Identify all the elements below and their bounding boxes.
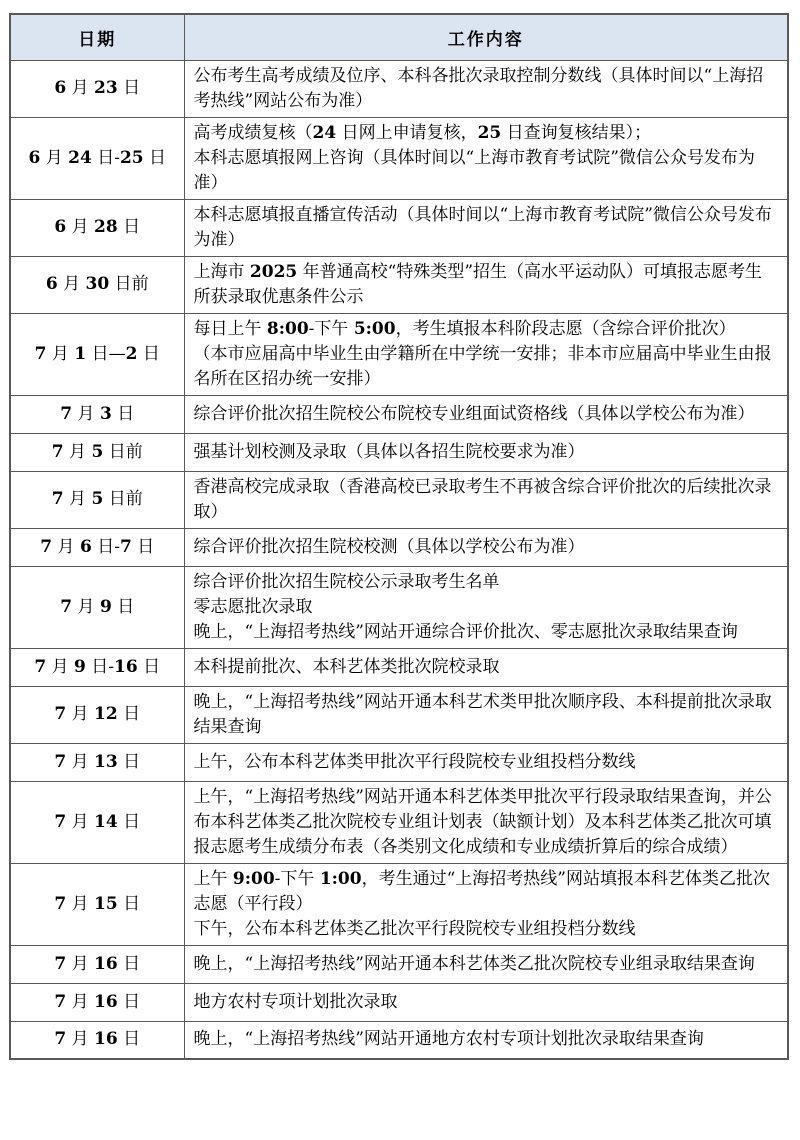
content-cell [184,199,788,256]
table-row [10,395,788,433]
table-row [10,199,788,256]
content-line: 晚上，“上海招考热线”网站开通综合评价批次、零志愿批次录取结果查询 [193,621,738,642]
content-cell [184,528,788,566]
content-line: 本科提前批次、本科艺体类批次院校录取 [193,656,500,677]
table-row [10,945,788,983]
table-row [10,117,788,199]
content-line: 上午 9:00-下午 1:00，考生通过“上海招考热线”网站填报本科艺体类乙批次志愿（平行段） [193,868,770,914]
schedule-table-header [10,14,788,60]
date-cell: 7 月 16 日 [10,983,184,1021]
schedule-table-body [10,60,788,1059]
date-cell: 7 月 5 日前 [10,433,184,471]
date-cell: 7 月 15 日 [10,863,184,945]
table-row [10,983,788,1021]
date-cell: 7 月 13 日 [10,743,184,781]
content-cell [184,566,788,648]
table-row [10,256,788,313]
content-line: 综合评价批次招生院校公布院校专业组面试资格线（具体以学校公布为准） [193,403,755,424]
date-cell: 7 月 9 日-16 日 [10,648,184,686]
table-row [10,471,788,528]
content-line: 晚上，“上海招考热线”网站开通本科艺术类甲批次顺序段、本科提前批次录取结果查询 [193,691,772,737]
content-line: 每日上午 8:00-下午 5:00，考生填报本科阶段志愿（含综合评价批次） [193,318,736,339]
content-line: 综合评价批次招生院校公示录取考生名单 [193,571,500,592]
content-cell [184,743,788,781]
content-line: 零志愿批次录取 [193,596,313,617]
content-line: 公布考生高考成绩及位序、本科各批次录取控制分数线（具体时间以“上海招考热线”网站公布为准） [193,65,764,111]
content-cell [184,863,788,945]
header-row [10,14,788,60]
content-cell [184,395,788,433]
table-row [10,648,788,686]
date-cell: 7 月 12 日 [10,686,184,743]
content-line: 晚上，“上海招考热线”网站开通地方农村专项计划批次录取结果查询 [193,1029,704,1050]
content-cell [184,256,788,313]
date-cell: 7 月 3 日 [10,395,184,433]
content-line: 本科志愿填报网上咨询（具体时间以“上海市教育考试院”微信公众号发布为准） [193,147,755,193]
content-cell [184,471,788,528]
date-cell: 7 月 9 日 [10,566,184,648]
content-line: 强基计划校测及录取（具体以各招生院校要求为准） [193,441,585,462]
content-cell [184,433,788,471]
schedule-table [9,13,789,1060]
table-row [10,566,788,648]
content-cell [184,60,788,117]
content-line: 地方农村专项计划批次录取 [193,991,398,1012]
date-cell: 7 月 1 日—2 日 [10,313,184,395]
date-cell: 7 月 5 日前 [10,471,184,528]
content-cell [184,945,788,983]
table-row [10,313,788,395]
content-cell [184,983,788,1021]
content-cell [184,781,788,863]
table-row [10,60,788,117]
content-line: 高考成绩复核（24 日网上申请复核，25 日查询复核结果）； [193,122,652,143]
content-line: 晚上，“上海招考热线”网站开通本科艺体类乙批次院校专业组录取结果查询 [193,953,755,974]
date-cell: 7 月 6 日-7 日 [10,528,184,566]
content-line: 下午，公布本科艺体类乙批次平行段院校专业组投档分数线 [193,918,636,939]
date-cell: 7 月 16 日 [10,945,184,983]
content-line: 上午，公布本科艺体类甲批次平行段院校专业组投档分数线 [193,751,636,772]
table-row [10,863,788,945]
date-cell: 6 月 28 日 [10,199,184,256]
content-cell [184,1021,788,1059]
table-row [10,743,788,781]
header-date: 日期 [10,14,184,60]
content-line: 本科志愿填报直播宣传活动（具体时间以“上海市教育考试院”微信公众号发布为准） [193,204,772,250]
content-cell [184,117,788,199]
date-cell: 7 月 16 日 [10,1021,184,1059]
header-content: 工作内容 [184,14,788,60]
table-row [10,781,788,863]
date-cell: 6 月 24 日-25 日 [10,117,184,199]
content-line: （本市应届高中毕业生由学籍所在中学统一安排；非本市应届高中毕业生由报名所在区招办统一安排） [193,343,772,389]
date-cell: 6 月 30 日前 [10,256,184,313]
table-row [10,686,788,743]
content-cell [184,648,788,686]
content-line: 上海市 2025 年普通高校“特殊类型”招生（高水平运动队）可填报志愿考生所获录取优惠条件公示 [193,261,763,307]
content-line: 综合评价批次招生院校校测（具体以学校公布为准） [193,536,585,557]
date-cell: 7 月 14 日 [10,781,184,863]
table-row [10,528,788,566]
table-row [10,1021,788,1059]
content-line: 上午，“上海招考热线”网站开通本科艺体类甲批次平行段录取结果查询，并公布本科艺体类乙批次院校专业组计划表（缺额计划）及本科艺体类乙批次可填报志愿考生成绩分布表（各类别文化成绩和专业成绩折算后的综合成绩） [193,786,772,857]
date-cell: 6 月 23 日 [10,60,184,117]
content-line: 香港高校完成录取（香港高校已录取考生不再被含综合评价批次的后续批次录取） [193,476,772,522]
content-cell [184,686,788,743]
content-cell [184,313,788,395]
table-row [10,433,788,471]
